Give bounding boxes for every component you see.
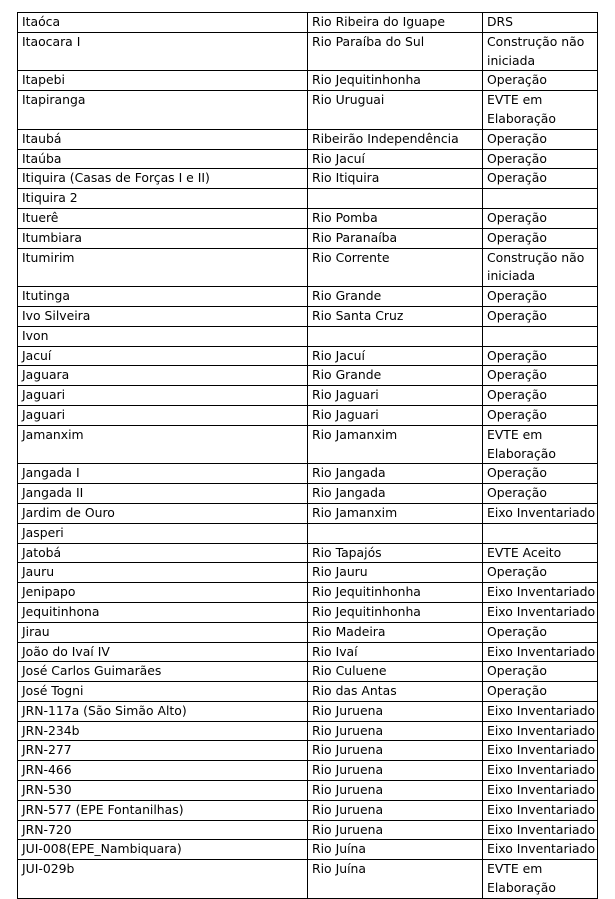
document-page [17,12,597,899]
status-cell: Operação [483,662,598,682]
plant-name-cell: Itapebi [18,71,308,91]
plant-name-cell: JRN-530 [18,781,308,801]
table-row [18,602,598,622]
plant-name-cell: Itiquira (Casas de Forças I e II) [18,169,308,189]
plant-name-cell: JUI-008(EPE_Nambiquara) [18,840,308,860]
plant-name-cell: JRN-234b [18,721,308,741]
river-cell [308,326,483,346]
plant-name-cell: JRN-720 [18,820,308,840]
river-cell: Rio Pomba [308,208,483,228]
table-row [18,91,598,130]
table-row [18,366,598,386]
table-row [18,464,598,484]
status-cell: Operação [483,169,598,189]
plant-name-cell: JRN-277 [18,741,308,761]
table-row [18,840,598,860]
plant-name-cell: Jauru [18,563,308,583]
status-cell: Operação [483,464,598,484]
river-cell: Rio Santa Cruz [308,306,483,326]
status-cell: DRS [483,13,598,33]
status-cell: Eixo Inventariado [483,761,598,781]
river-cell: Rio Ivaí [308,642,483,662]
river-cell: Rio Juína [308,840,483,860]
plant-name-cell: JRN-466 [18,761,308,781]
status-cell: Operação [483,563,598,583]
status-cell: Eixo Inventariado [483,602,598,622]
status-cell: EVTE Aceito [483,543,598,563]
table-row [18,13,598,33]
table-row [18,523,598,543]
plant-name-cell: Jaguari [18,405,308,425]
status-cell [483,189,598,209]
table-row [18,741,598,761]
status-cell: Construção não iniciada [483,32,598,71]
river-cell: Rio Juruena [308,781,483,801]
table-row [18,169,598,189]
status-cell: Operação [483,71,598,91]
status-cell: EVTE em Elaboração [483,860,598,899]
status-cell: Operação [483,386,598,406]
table-row [18,682,598,702]
plant-name-cell: JRN-577 (EPE Fontanilhas) [18,800,308,820]
plant-name-cell: Itaúba [18,149,308,169]
status-cell: Operação [483,149,598,169]
plant-name-cell: Jequitinhona [18,602,308,622]
status-cell [483,326,598,346]
table-row [18,860,598,899]
river-cell: Rio Juruena [308,820,483,840]
river-cell: Rio Grande [308,366,483,386]
plant-name-cell: José Carlos Guimarães [18,662,308,682]
status-cell: Eixo Inventariado [483,642,598,662]
river-cell: Rio Jaguari [308,405,483,425]
river-cell: Rio Corrente [308,248,483,287]
plant-name-cell: Jacuí [18,346,308,366]
river-cell: Rio Juruena [308,761,483,781]
river-cell: Rio das Antas [308,682,483,702]
plant-name-cell: Jasperi [18,523,308,543]
status-cell [483,523,598,543]
hydro-plants-table [17,12,598,899]
table-row [18,642,598,662]
status-cell: Operação [483,228,598,248]
status-cell: Eixo Inventariado [483,840,598,860]
plant-name-cell: JRN-117a (São Simão Alto) [18,701,308,721]
status-cell: Construção não iniciada [483,248,598,287]
river-cell: Rio Grande [308,287,483,307]
plant-name-cell: Itumbiara [18,228,308,248]
status-cell: Operação [483,622,598,642]
plant-name-cell: Jaguari [18,386,308,406]
river-cell: Rio Jangada [308,484,483,504]
status-cell: Operação [483,129,598,149]
river-cell: Rio Juruena [308,721,483,741]
status-cell: Operação [483,287,598,307]
table-row [18,583,598,603]
table-row [18,306,598,326]
river-cell: Rio Itiquira [308,169,483,189]
plant-name-cell: Jamanxim [18,425,308,464]
river-cell: Rio Jaguari [308,386,483,406]
plant-name-cell: Itaubá [18,129,308,149]
river-cell: Rio Paranaíba [308,228,483,248]
plant-name-cell: Ivon [18,326,308,346]
status-cell: Operação [483,346,598,366]
river-cell: Rio Jangada [308,464,483,484]
status-cell: Operação [483,306,598,326]
status-cell: Operação [483,208,598,228]
table-row [18,503,598,523]
table-row [18,820,598,840]
table-row [18,662,598,682]
status-cell: Eixo Inventariado [483,721,598,741]
table-row [18,189,598,209]
table-row [18,71,598,91]
status-cell: EVTE em Elaboração [483,91,598,130]
status-cell: Eixo Inventariado [483,701,598,721]
plant-name-cell: Itumirim [18,248,308,287]
plant-name-cell: Jatobá [18,543,308,563]
table-row [18,287,598,307]
plant-name-cell: Jangada I [18,464,308,484]
status-cell: Eixo Inventariado [483,503,598,523]
river-cell [308,189,483,209]
status-cell: Eixo Inventariado [483,800,598,820]
river-cell: Rio Ribeira do Iguape [308,13,483,33]
river-cell: Ribeirão Independência [308,129,483,149]
table-row [18,208,598,228]
status-cell: Eixo Inventariado [483,741,598,761]
river-cell: Rio Juína [308,860,483,899]
table-row [18,32,598,71]
river-cell [308,523,483,543]
status-cell: Operação [483,682,598,702]
plant-name-cell: Jirau [18,622,308,642]
plant-name-cell: Jangada II [18,484,308,504]
table-row [18,405,598,425]
table-row [18,248,598,287]
river-cell: Rio Jequitinhonha [308,583,483,603]
table-row [18,622,598,642]
plant-name-cell: Ivo Silveira [18,306,308,326]
river-cell: Rio Jamanxim [308,425,483,464]
table-row [18,701,598,721]
table-row [18,484,598,504]
table-row [18,800,598,820]
river-cell: Rio Uruguai [308,91,483,130]
status-cell: Operação [483,405,598,425]
table-row [18,563,598,583]
table-row [18,425,598,464]
plant-name-cell: JUI-029b [18,860,308,899]
table-row [18,721,598,741]
plant-name-cell: Itutinga [18,287,308,307]
table-row [18,129,598,149]
plant-name-cell: Itaocara I [18,32,308,71]
river-cell: Rio Juruena [308,800,483,820]
river-cell: Rio Paraíba do Sul [308,32,483,71]
river-cell: Rio Jacuí [308,346,483,366]
river-cell: Rio Jamanxim [308,503,483,523]
river-cell: Rio Juruena [308,741,483,761]
plant-name-cell: Itapiranga [18,91,308,130]
table-row [18,543,598,563]
table-row [18,228,598,248]
river-cell: Rio Juruena [308,701,483,721]
status-cell: Operação [483,484,598,504]
river-cell: Rio Jequitinhonha [308,71,483,91]
plant-name-cell: Itaóca [18,13,308,33]
table-row [18,781,598,801]
river-cell: Rio Madeira [308,622,483,642]
table-row [18,761,598,781]
plant-name-cell: Jardim de Ouro [18,503,308,523]
plant-name-cell: Itiquira 2 [18,189,308,209]
status-cell: Eixo Inventariado [483,781,598,801]
table-row [18,386,598,406]
plant-name-cell: José Togni [18,682,308,702]
plant-name-cell: João do Ivaí IV [18,642,308,662]
plant-name-cell: Jaguara [18,366,308,386]
status-cell: Operação [483,366,598,386]
status-cell: EVTE em Elaboração [483,425,598,464]
plant-name-cell: Ituerê [18,208,308,228]
table-row [18,149,598,169]
table-row [18,326,598,346]
river-cell: Rio Culuene [308,662,483,682]
river-cell: Rio Tapajós [308,543,483,563]
river-cell: Rio Jauru [308,563,483,583]
river-cell: Rio Jequitinhonha [308,602,483,622]
river-cell: Rio Jacuí [308,149,483,169]
status-cell: Eixo Inventariado [483,820,598,840]
status-cell: Eixo Inventariado [483,583,598,603]
table-row [18,346,598,366]
plant-name-cell: Jenipapo [18,583,308,603]
